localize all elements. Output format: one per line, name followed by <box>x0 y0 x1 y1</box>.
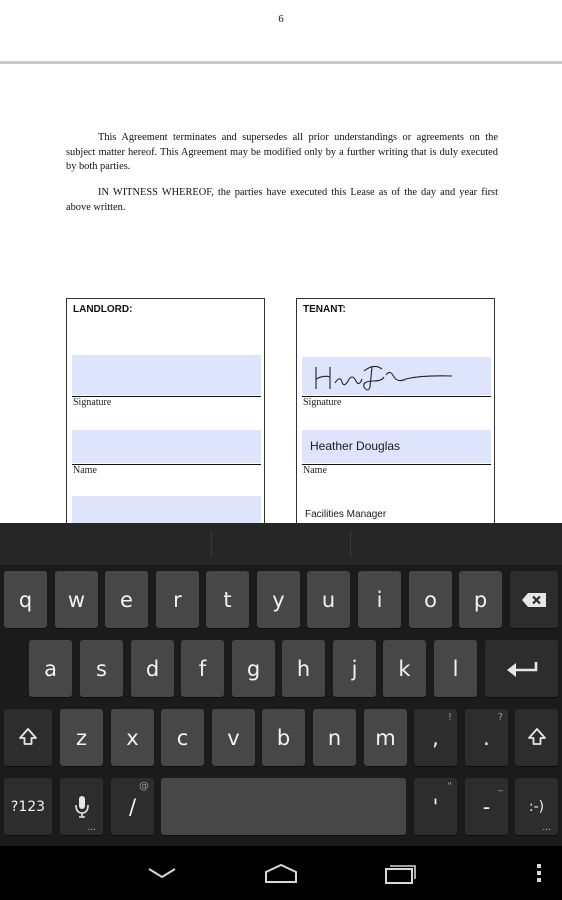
key-s[interactable]: s <box>80 640 123 697</box>
key-dash[interactable] <box>465 778 508 835</box>
symbols-label: ?123 <box>10 798 46 815</box>
period-label: . <box>483 725 490 750</box>
key-c[interactable]: c <box>161 709 204 766</box>
handwritten-signature <box>302 357 491 395</box>
key-e[interactable]: e <box>105 571 148 628</box>
key-u[interactable]: u <box>307 571 350 628</box>
enter-key[interactable] <box>485 640 558 697</box>
key-z[interactable]: z <box>60 709 103 766</box>
key-f[interactable]: f <box>181 640 224 697</box>
more-options-dots: ... <box>87 823 96 833</box>
key-x[interactable]: x <box>111 709 154 766</box>
backspace-key[interactable] <box>510 571 558 628</box>
key-g[interactable]: g <box>232 640 275 697</box>
key-h[interactable]: h <box>282 640 325 697</box>
tenant-heading: TENANT: <box>303 304 346 315</box>
tenant-signature-block <box>296 298 495 523</box>
comma-label: , <box>432 725 439 750</box>
landlord-heading: LANDLORD: <box>73 304 133 315</box>
key-i[interactable]: i <box>358 571 401 628</box>
enter-arrow-icon <box>506 660 538 678</box>
tenant-name-label: Name <box>303 465 327 476</box>
tenant-name-line <box>302 464 491 465</box>
tenant-name-field[interactable] <box>302 430 491 463</box>
key-p[interactable]: p <box>459 571 502 628</box>
back-button[interactable] <box>130 846 194 900</box>
comma-hint: ! <box>447 712 452 723</box>
dash-label: - <box>482 794 491 819</box>
key-t[interactable]: t <box>206 571 249 628</box>
key-k[interactable]: k <box>383 640 426 697</box>
landlord-name-field[interactable] <box>72 430 261 463</box>
landlord-name-label: Name <box>73 465 97 476</box>
landlord-name-line <box>72 464 261 465</box>
overflow-menu-icon <box>536 863 542 883</box>
key-d[interactable]: d <box>131 640 174 697</box>
recent-apps-icon <box>384 861 418 885</box>
key-a[interactable]: a <box>29 640 72 697</box>
shift-icon <box>18 727 38 749</box>
key-m[interactable]: m <box>364 709 407 766</box>
key-y[interactable]: y <box>257 571 300 628</box>
symbols-key[interactable] <box>4 778 52 835</box>
home-button[interactable] <box>249 846 313 900</box>
suggestion-divider <box>211 531 212 557</box>
page-number: 6 <box>278 13 284 25</box>
witness-paragraph: IN WITNESS WHEREOF, the parties have executed this Lease as of the day and year first above written. <box>66 187 498 213</box>
suggestion-strip <box>0 523 562 565</box>
smiley-key[interactable] <box>515 778 558 835</box>
slash-hint: @ <box>139 781 149 792</box>
shift-key-right[interactable] <box>515 709 558 766</box>
microphone-icon <box>74 795 90 819</box>
home-icon <box>263 862 299 884</box>
tenant-title-value[interactable]: Facilities Manager <box>305 509 387 520</box>
back-chevron-icon <box>147 866 177 880</box>
recent-apps-button[interactable] <box>369 846 433 900</box>
slash-label: / <box>128 794 137 819</box>
apostrophe-hint: " <box>447 781 452 792</box>
agreement-paragraph: This Agreement terminates and supersedes all prior understandings or agreements on the subject matter hereof. This Agreement may be modified only by a further writing that is duly executed by both parties. <box>66 132 498 172</box>
soft-keyboard <box>0 523 562 846</box>
period-hint: ? <box>497 712 503 723</box>
smiley-label: :-) <box>528 798 545 815</box>
key-v[interactable]: v <box>212 709 255 766</box>
key-slash[interactable] <box>111 778 154 835</box>
voice-input-key[interactable] <box>60 778 103 835</box>
key-l[interactable]: l <box>434 640 477 697</box>
shift-key-left[interactable] <box>4 709 52 766</box>
dash-hint: _ <box>498 781 503 792</box>
landlord-signature-label: Signature <box>73 397 112 408</box>
key-j[interactable]: j <box>333 640 376 697</box>
navigation-bar <box>0 846 562 900</box>
key-comma[interactable] <box>414 709 457 766</box>
overflow-menu-button[interactable] <box>524 846 554 900</box>
apostrophe-label: ' <box>432 794 439 819</box>
key-w[interactable]: w <box>55 571 98 628</box>
key-b[interactable]: b <box>262 709 305 766</box>
more-smileys-dots: ... <box>542 823 551 833</box>
key-apostrophe[interactable] <box>414 778 457 835</box>
landlord-signature-block <box>66 298 265 523</box>
tenant-signature-field[interactable] <box>302 357 491 395</box>
shift-icon <box>527 727 547 749</box>
tenant-signature-label: Signature <box>303 397 342 408</box>
key-o[interactable]: o <box>409 571 452 628</box>
tenant-name-value: Heather Douglas <box>310 439 401 453</box>
spacebar[interactable] <box>161 778 406 835</box>
backspace-icon <box>521 592 547 608</box>
key-q[interactable]: q <box>4 571 47 628</box>
suggestion-divider <box>350 531 351 557</box>
key-period[interactable] <box>465 709 508 766</box>
key-r[interactable]: r <box>156 571 199 628</box>
landlord-signature-field[interactable] <box>72 355 261 395</box>
landlord-title-field[interactable] <box>72 496 261 523</box>
key-n[interactable]: n <box>313 709 356 766</box>
page-separator <box>0 61 562 64</box>
